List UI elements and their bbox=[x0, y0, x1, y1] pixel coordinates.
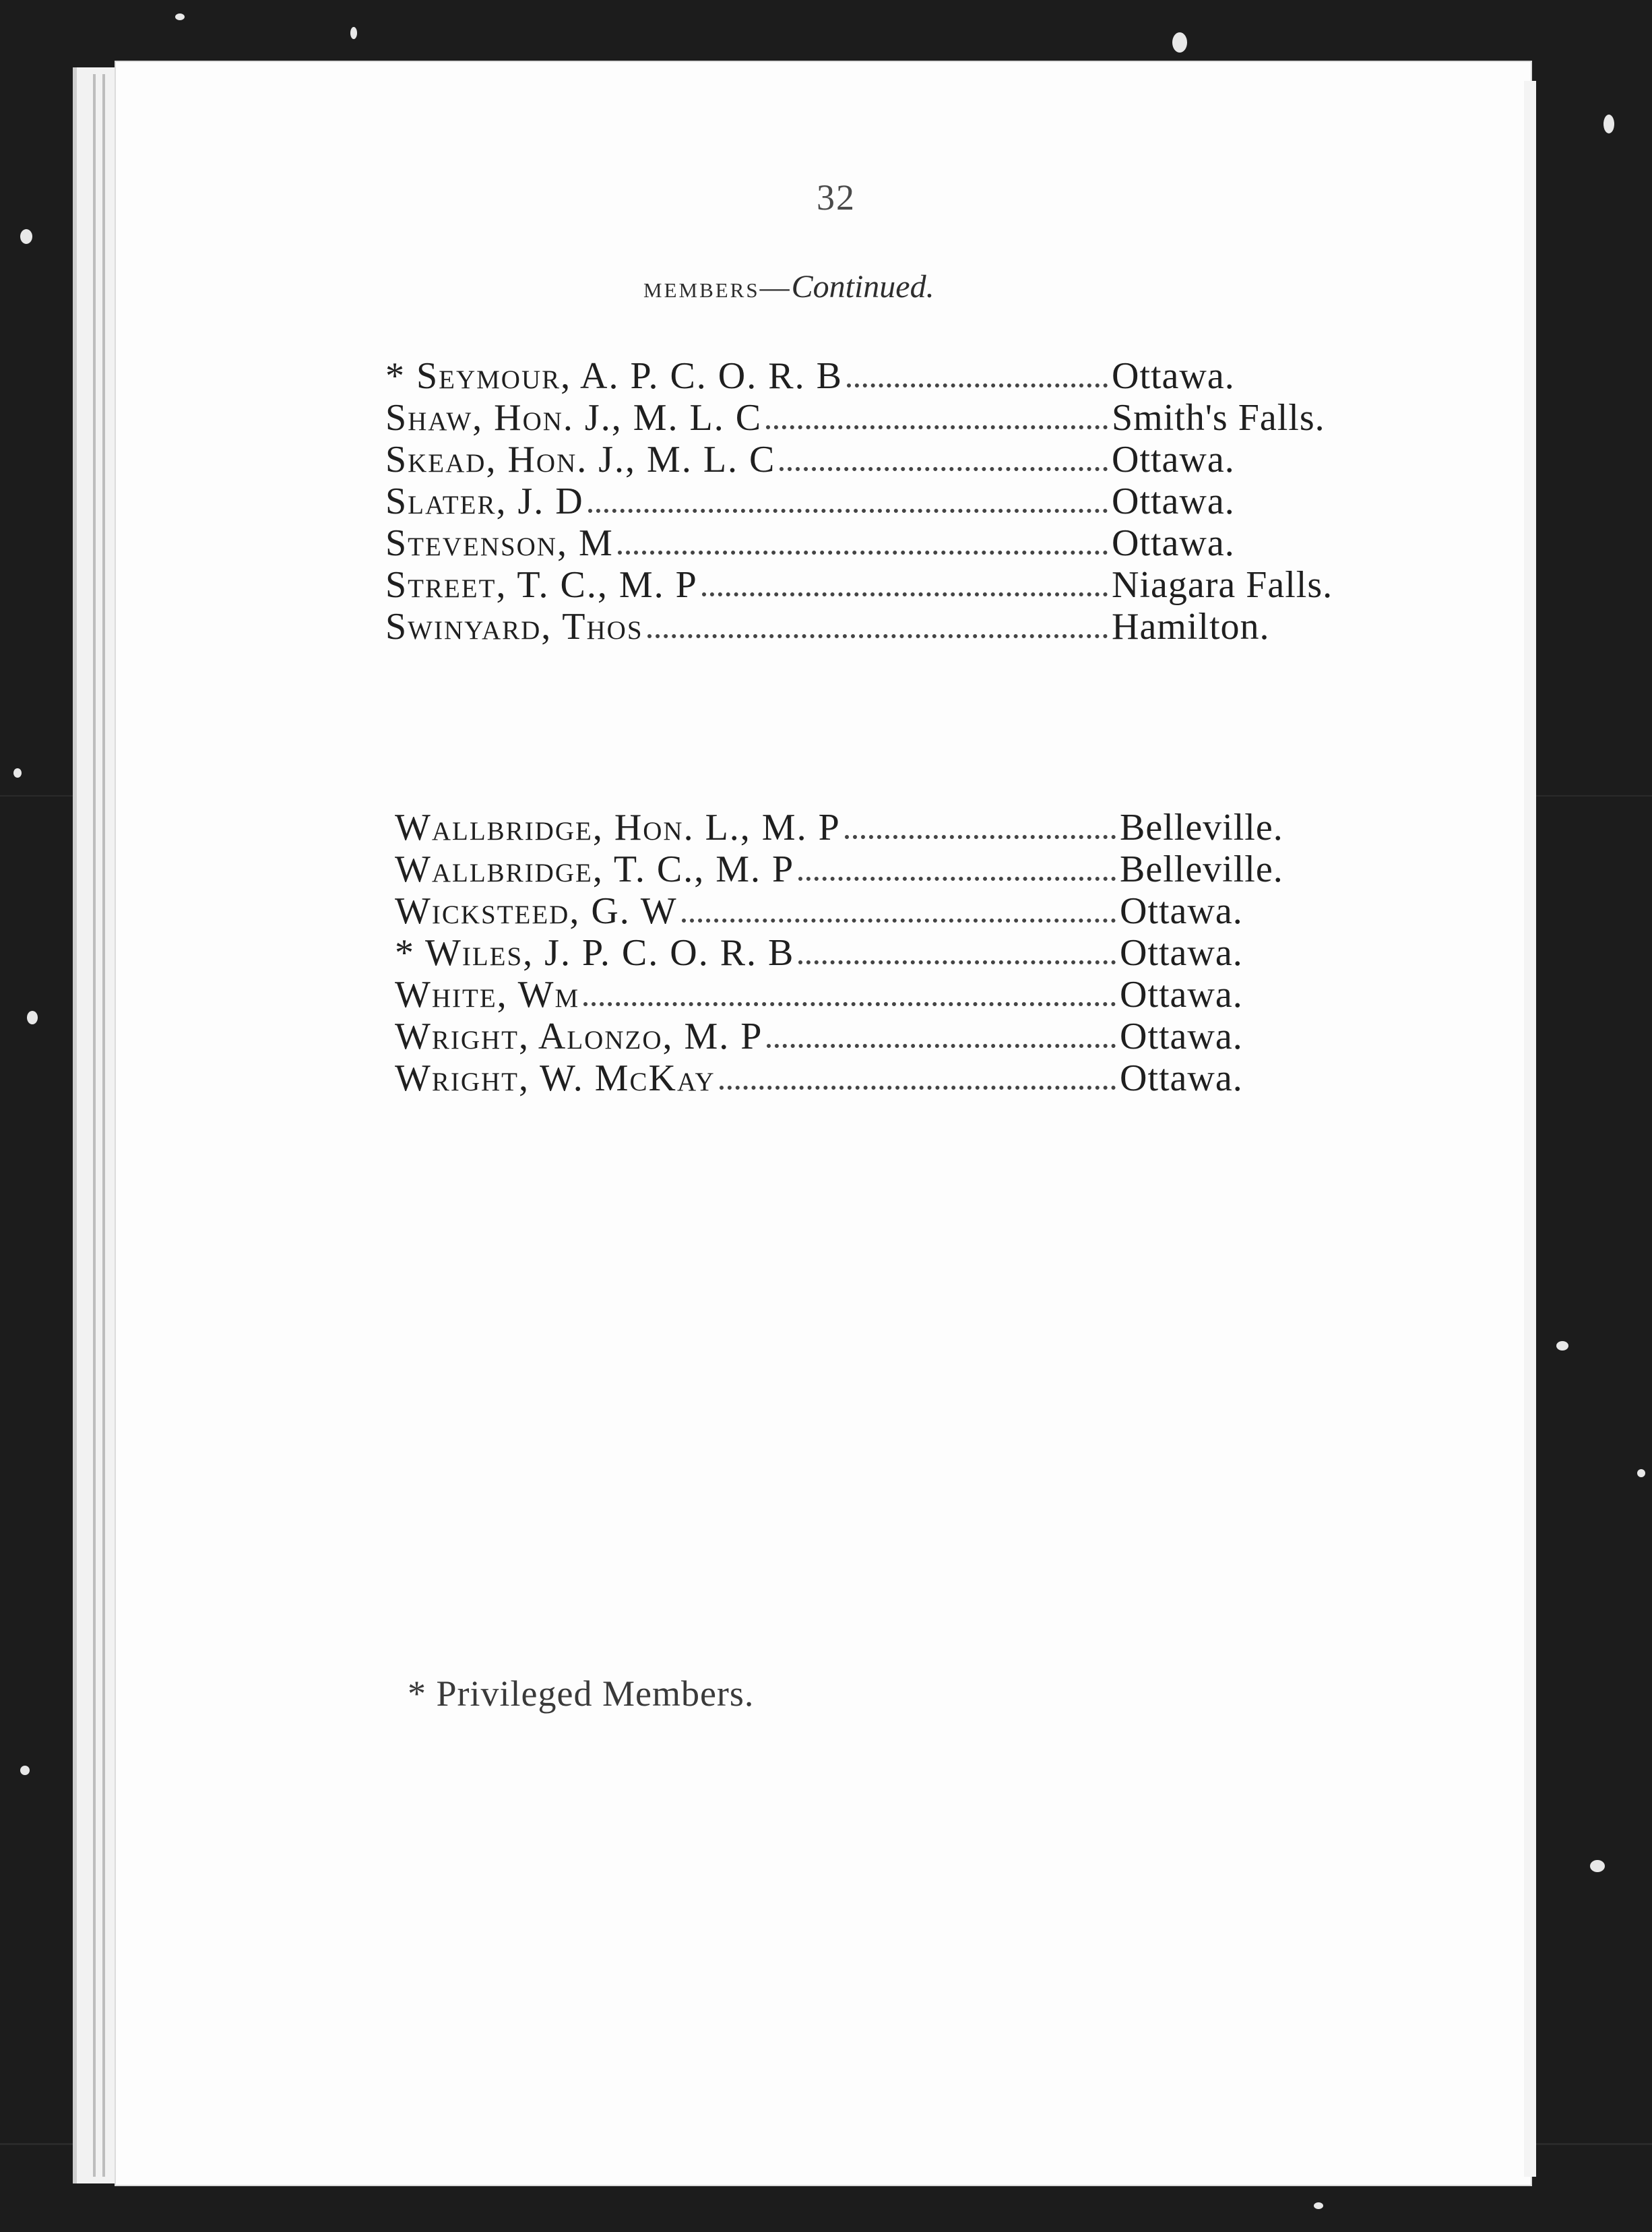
film-speck bbox=[350, 27, 357, 39]
member-name: * Seymour, A. P. C. O. R. B bbox=[385, 355, 843, 397]
member-place: Ottawa. bbox=[1112, 439, 1235, 480]
dot-leader bbox=[583, 1002, 1116, 1006]
member-entry bbox=[395, 974, 1419, 1016]
member-name: White, Wm bbox=[395, 974, 580, 1016]
member-place: Smith's Falls. bbox=[1112, 397, 1325, 439]
member-name: Wallbridge, Hon. L., M. P bbox=[395, 807, 841, 848]
dot-leader bbox=[588, 509, 1108, 513]
member-place: Ottawa. bbox=[1112, 355, 1235, 397]
member-name: Stevenson, M bbox=[385, 522, 614, 564]
page-edge-line bbox=[102, 74, 105, 2177]
film-speck bbox=[1603, 115, 1614, 133]
member-entry bbox=[395, 932, 1419, 974]
page-edge-line bbox=[93, 74, 96, 2177]
section-heading bbox=[643, 268, 934, 305]
member-place: Niagara Falls. bbox=[1112, 564, 1333, 606]
members-list-s bbox=[385, 355, 1409, 648]
page-right-edge bbox=[1524, 81, 1536, 2177]
member-entry bbox=[385, 439, 1409, 480]
dot-leader bbox=[720, 1086, 1116, 1090]
dot-leader bbox=[780, 467, 1108, 471]
member-name: Wicksteed, G. W bbox=[395, 890, 678, 932]
film-speck bbox=[1314, 2202, 1323, 2209]
member-entry bbox=[385, 564, 1409, 606]
dot-leader bbox=[618, 551, 1108, 555]
film-speck bbox=[1590, 1860, 1605, 1872]
member-entry bbox=[385, 355, 1409, 397]
film-speck bbox=[27, 1011, 38, 1024]
member-name: Wallbridge, T. C., M. P bbox=[395, 848, 795, 890]
member-name: * Wiles, J. P. C. O. R. B bbox=[395, 932, 795, 974]
member-entry bbox=[385, 480, 1409, 522]
member-entry bbox=[385, 606, 1409, 648]
member-place: Ottawa. bbox=[1120, 890, 1243, 932]
member-name: Wright, Alonzo, M. P bbox=[395, 1016, 763, 1057]
member-name: Slater, J. D bbox=[385, 480, 584, 522]
heading-continued: Continued. bbox=[791, 269, 934, 305]
film-speck bbox=[20, 1766, 30, 1775]
dot-leader bbox=[798, 960, 1116, 964]
member-name: Skead, Hon. J., M. L. C bbox=[385, 439, 776, 480]
member-entry bbox=[385, 397, 1409, 439]
film-speck bbox=[1172, 32, 1187, 53]
film-speck bbox=[20, 229, 32, 244]
dot-leader bbox=[766, 425, 1108, 429]
member-entry bbox=[395, 848, 1419, 890]
member-entry bbox=[395, 807, 1419, 848]
dot-leader bbox=[798, 877, 1116, 881]
dot-leader bbox=[682, 919, 1116, 923]
dot-leader bbox=[702, 592, 1108, 596]
member-place: Ottawa. bbox=[1120, 932, 1243, 974]
dot-leader bbox=[847, 383, 1108, 388]
page-number: 32 bbox=[817, 177, 856, 218]
member-name: Swinyard, Thos bbox=[385, 606, 643, 648]
member-place: Ottawa. bbox=[1112, 480, 1235, 522]
member-name: Wright, W. McKay bbox=[395, 1057, 716, 1099]
member-place: Hamilton. bbox=[1112, 606, 1270, 648]
footnote: * Privileged Members. bbox=[408, 1673, 755, 1714]
members-list-w bbox=[395, 807, 1419, 1099]
dot-leader bbox=[647, 634, 1108, 638]
member-entry bbox=[395, 1016, 1419, 1057]
film-speck bbox=[175, 13, 185, 20]
heading-members: members— bbox=[643, 271, 792, 304]
member-entry bbox=[395, 1057, 1419, 1099]
member-place: Ottawa. bbox=[1120, 1057, 1243, 1099]
member-place: Ottawa. bbox=[1120, 1016, 1243, 1057]
dot-leader bbox=[845, 835, 1116, 839]
film-speck bbox=[1637, 1469, 1645, 1477]
member-name: Shaw, Hon. J., M. L. C bbox=[385, 397, 763, 439]
member-entry bbox=[385, 522, 1409, 564]
member-place: Ottawa. bbox=[1112, 522, 1235, 564]
dot-leader bbox=[767, 1044, 1116, 1048]
film-speck bbox=[1556, 1341, 1568, 1351]
member-place: Belleville. bbox=[1120, 807, 1283, 848]
film-speck bbox=[13, 768, 22, 778]
member-place: Belleville. bbox=[1120, 848, 1283, 890]
member-entry bbox=[395, 890, 1419, 932]
member-name: Street, T. C., M. P bbox=[385, 564, 698, 606]
member-place: Ottawa. bbox=[1120, 974, 1243, 1016]
